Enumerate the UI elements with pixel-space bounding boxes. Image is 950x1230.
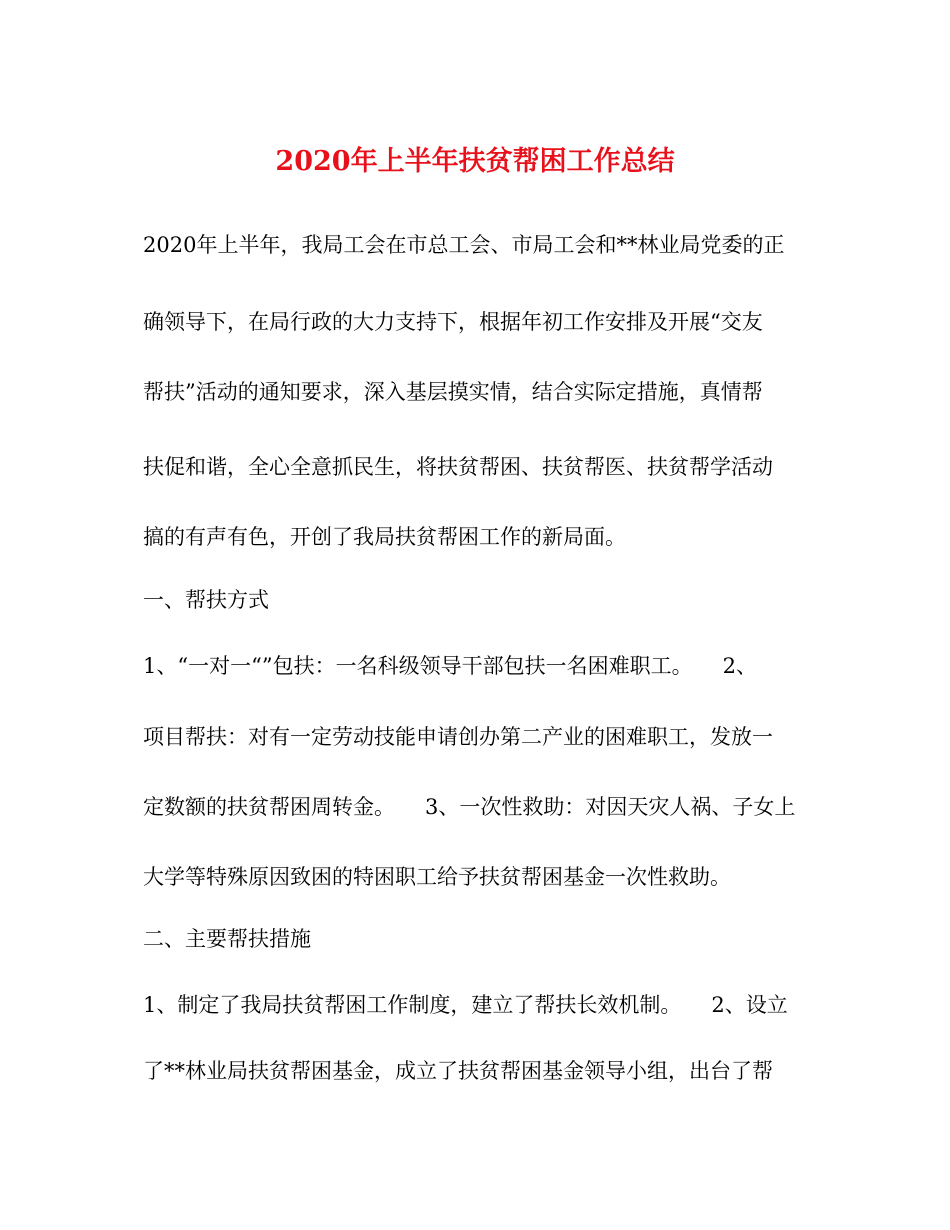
- list-item: 1、制定了我局扶贫帮困工作制度，建立了帮扶长效机制。: [143, 993, 682, 1017]
- paragraph-line: [143, 651, 823, 681]
- paragraph-line: 扶促和谐，全心全意抓民生，将扶贫帮困、扶贫帮医、扶贫帮学活动: [143, 455, 773, 479]
- paragraph-line: 2020年上半年，我局工会在市总工会、市局工会和**林业局党委的正: [143, 233, 785, 257]
- list-item: 2、设立: [711, 993, 788, 1017]
- paragraph-line: 搞的有声有色，开创了我局扶贫帮困工作的新局面。: [143, 525, 626, 549]
- paragraph-line: 确领导下，在局行政的大力支持下，根据年初工作安排及开展“交友: [143, 310, 763, 334]
- paragraph-line: [143, 990, 823, 1020]
- section-heading: 二、主要帮扶措施: [143, 927, 311, 951]
- paragraph-line: 了**林业局扶贫帮困基金，成立了扶贫帮困基金领导小组，出台了帮: [143, 1059, 773, 1083]
- paragraph-line: 大学等特殊原因致困的特困职工给予扶贫帮困基金一次性救助。: [143, 865, 731, 889]
- section-heading: 一、帮扶方式: [143, 588, 269, 612]
- paragraph-line: 帮扶”活动的通知要求，深入基层摸实情，结合实际定措施，真情帮: [143, 380, 763, 404]
- list-item: 1、“一对一“”包扶：一名科级领导干部包扶一名困难职工。: [143, 654, 693, 678]
- document-title: 2020年上半年扶贫帮困工作总结: [275, 146, 675, 177]
- paragraph-line: 项目帮扶：对有一定劳动技能申请创办第二产业的困难职工，发放一: [143, 725, 773, 749]
- list-item: 3、一次性救助：对因天灾人祸、子女上: [425, 795, 796, 819]
- paragraph-line: [143, 792, 823, 822]
- list-item: 2、: [722, 654, 757, 678]
- list-item: 定数额的扶贫帮困周转金。: [143, 795, 395, 819]
